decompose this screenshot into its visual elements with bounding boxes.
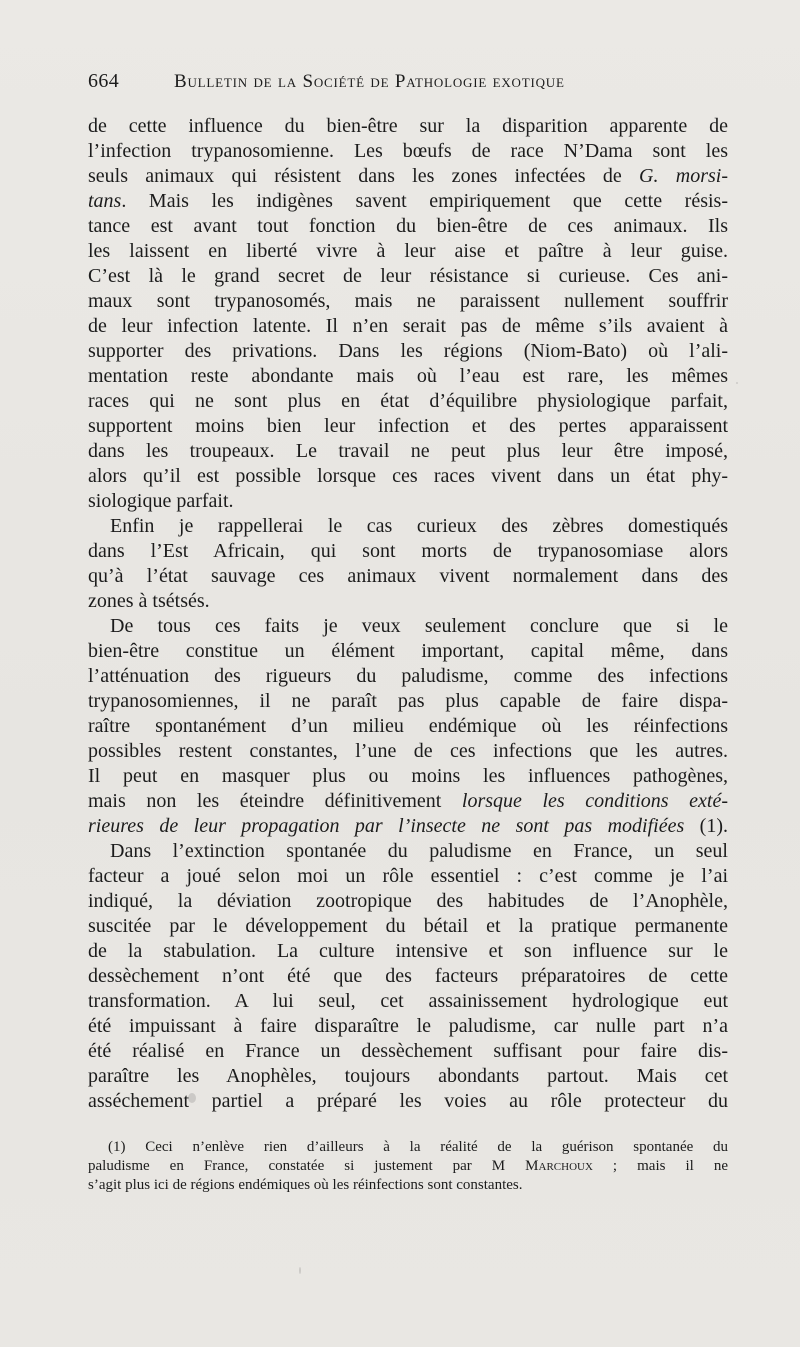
text-line: C’est là le grand secret de leur résistance si curieuse. Ces ani- xyxy=(88,265,728,287)
text-line: l’atténuation des rigueurs du paludisme, comme des infections xyxy=(88,665,728,687)
page-number: 664 xyxy=(88,70,120,92)
text-line: de cette influence du bien-être sur la disparition apparente de xyxy=(88,115,728,137)
footnote-line: (1) Ceci n’enlève rien d’ailleurs à la réalité de la guérison spontanée du xyxy=(108,1139,728,1155)
text-fragment: ; mais il ne xyxy=(592,1158,728,1174)
italic-species-name: tans xyxy=(88,190,122,212)
text-line: supportent moins bien leur infection et des pertes apparaissent xyxy=(88,415,728,437)
text-line xyxy=(88,814,728,839)
text-line xyxy=(88,189,728,214)
text-line: siologique parfait. xyxy=(88,490,234,512)
footnote-reference: (1). xyxy=(684,815,728,837)
italic-emphasis: lorsque les conditions exté- xyxy=(461,790,728,812)
text-line: maux sont trypanosomés, mais ne paraissent nullement souffrir xyxy=(88,290,728,312)
italic-species-name: G. morsi- xyxy=(639,165,728,187)
footnote xyxy=(88,1138,728,1195)
page-header xyxy=(88,70,728,98)
text-line: trypanosomiennes, il ne paraît pas plus capable de faire dispa- xyxy=(88,690,728,712)
text-line: tance est avant tout fonction du bien-être de ces animaux. Ils xyxy=(88,215,728,237)
text-line: Il peut en masquer plus ou moins les influences pathogènes, xyxy=(88,765,728,787)
text-line: de leur infection latente. Il n’en serait pas de même s’ils avaient à xyxy=(88,315,728,337)
text-line: alors qu’il est possible lorsque ces races vivent dans un état phy- xyxy=(88,465,728,487)
text-line: dans l’Est Africain, qui sont morts de trypanosomiase alors xyxy=(88,540,728,562)
italic-emphasis: rieures de leur propagation par l’insecte ne sont pas modifiées xyxy=(88,815,685,837)
text-line xyxy=(88,164,728,189)
text-line: l’infection trypanosomienne. Les bœufs de race N’Dama sont les xyxy=(88,140,728,162)
text-line: indiqué, la déviation zootropique des habitudes de l’Anophèle, xyxy=(88,890,728,912)
text-line: zones à tsétsés. xyxy=(88,590,210,612)
text-fragment: . Mais les indigènes savent empiriquement que cette résis- xyxy=(121,190,728,212)
text-line: dans les troupeaux. Le travail ne peut plus leur être imposé, xyxy=(88,440,728,462)
text-line: raître spontanément d’un milieu endémique où les réinfections xyxy=(88,715,728,737)
text-line xyxy=(88,789,728,814)
text-fragment: seuls animaux qui résistent dans les zones infectées de xyxy=(88,165,640,187)
text-line: bien-être constitue un élément important, capital même, dans xyxy=(88,640,728,662)
running-title: Bulletin de la Société de Pathologie exotique xyxy=(174,71,565,92)
text-line: races qui ne sont plus en état d’équilibre physiologique parfait, xyxy=(88,390,728,412)
text-line: suscitée par le développement du bétail et la pratique permanente xyxy=(88,915,728,937)
paragraph-start-line: Dans l’extinction spontanée du paludisme en France, un seul xyxy=(110,840,728,862)
text-line: mentation reste abondante mais où l’eau est rare, les mêmes xyxy=(88,365,728,387)
text-line: de la stabulation. La culture intensive et son influence sur le xyxy=(88,940,728,962)
text-line: asséchement partiel a préparé les voies au rôle protecteur du xyxy=(88,1090,728,1112)
text-fragment: mais non les éteindre définitivement xyxy=(88,790,462,812)
footnote-line xyxy=(88,1157,728,1176)
paper-speck xyxy=(299,1267,301,1274)
text-line: paraître les Anophèles, toujours abondants partout. Mais cet xyxy=(88,1065,728,1087)
paragraph-start-line: Enfin je rappellerai le cas curieux des zèbres domestiqués xyxy=(110,515,728,537)
paper-speck xyxy=(188,1093,196,1103)
text-line: les laissent en liberté vivre à leur aise et paître à leur guise. xyxy=(88,240,728,262)
text-line: été impuissant à faire disparaître le paludisme, car nulle part n’a xyxy=(88,1015,728,1037)
text-line: dessèchement n’ont été que des facteurs préparatoires de cette xyxy=(88,965,728,987)
text-line: possibles restent constantes, l’une de ces infections que les autres. xyxy=(88,740,728,762)
text-line: supporter des privations. Dans les régions (Niom-Bato) où l’ali- xyxy=(88,340,728,362)
text-line: été réalisé en France un dessèchement suffisant pour faire dis- xyxy=(88,1040,728,1062)
text-fragment: paludisme en France, constatée si justement par M xyxy=(88,1158,526,1174)
paper-speck xyxy=(736,382,738,384)
paragraph-start-line: De tous ces faits je veux seulement conclure que si le xyxy=(110,615,728,637)
body-text xyxy=(88,114,728,1114)
author-name: Marchoux xyxy=(525,1158,593,1174)
footnote-line: s’agit plus ici de régions endémiques où les réinfections sont constantes. xyxy=(88,1177,523,1193)
text-line: transformation. A lui seul, cet assainissement hydrologique eut xyxy=(88,990,728,1012)
text-line: qu’à l’état sauvage ces animaux vivent normalement dans des xyxy=(88,565,728,587)
text-line: facteur a joué selon moi un rôle essentiel : c’est comme je l’ai xyxy=(88,865,728,887)
